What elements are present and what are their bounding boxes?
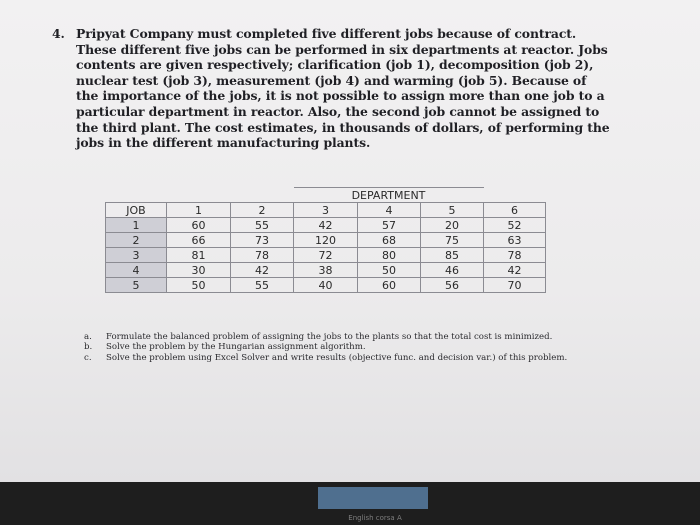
column-header: 1 <box>167 203 231 218</box>
taskbar-app-button[interactable] <box>318 487 428 509</box>
table-cell: 30 <box>167 263 231 278</box>
table-cell: 78 <box>231 248 294 263</box>
column-header: 5 <box>421 203 484 218</box>
question-list <box>82 332 582 363</box>
table-cell: 78 <box>484 248 546 263</box>
question-label: a. <box>84 332 92 342</box>
table-cell: 66 <box>167 233 231 248</box>
table-spacer <box>484 188 546 203</box>
column-header: 2 <box>231 203 294 218</box>
cost-table <box>105 187 607 293</box>
problem-number: 4. <box>52 26 65 41</box>
question-text: Formulate the balanced problem of assigning the jobs to the plants so that the total cost is minimized. <box>106 332 553 342</box>
table-cell: 46 <box>421 263 484 278</box>
question-label: c. <box>84 352 92 363</box>
table-cell: 63 <box>484 233 546 248</box>
question-label: b. <box>84 342 93 353</box>
question-item <box>82 342 582 352</box>
table-corner <box>106 188 167 203</box>
department-header: DEPARTMENT <box>294 188 484 203</box>
table-spacer <box>546 188 607 203</box>
table-cell: 42 <box>484 263 546 278</box>
table-cell: 70 <box>484 278 546 293</box>
table-row <box>106 278 607 293</box>
table-cell: 85 <box>421 248 484 263</box>
job-label: 4 <box>106 263 167 278</box>
table-header-row <box>106 203 607 218</box>
job-label: 3 <box>106 248 167 263</box>
question-text: Solve the problem by the Hungarian assignment algorithm. <box>106 342 366 353</box>
table-cell: 73 <box>231 233 294 248</box>
table-cell: 80 <box>358 248 421 263</box>
job-label: 5 <box>106 278 167 293</box>
table-cell: 60 <box>358 278 421 293</box>
table-cell: 68 <box>358 233 421 248</box>
column-header: 3 <box>294 203 358 218</box>
table-row <box>106 248 607 263</box>
table-cell: 50 <box>358 263 421 278</box>
table-cell: 75 <box>421 233 484 248</box>
table-dept-row <box>106 188 607 203</box>
column-header: 6 <box>484 203 546 218</box>
table-cell: 20 <box>421 218 484 233</box>
table-cell: 55 <box>231 278 294 293</box>
table-spacer <box>231 188 294 203</box>
table-cell: 42 <box>294 218 358 233</box>
table-cell: 55 <box>231 218 294 233</box>
table-cell: 40 <box>294 278 358 293</box>
table-cell: 81 <box>167 248 231 263</box>
table-cell: 38 <box>294 263 358 278</box>
column-header: 4 <box>358 203 421 218</box>
question-item <box>82 353 582 363</box>
job-label: 2 <box>106 233 167 248</box>
question-text: Solve the problem using Excel Solver and write results (objective func. and decision var.) of this problem. <box>106 352 568 363</box>
problem-text: Pripyat Company must completed five different jobs because of contract. These different five jobs can be performed in six departments at reactor. Jobs contents are given respectively; clarification (job 1), decomposition (job 2), nuclear test (job 3), measurement (job 4) and warming (job 5). Because of the importance of the jobs, it is not possible to assign more than one job to a particular department in reactor. Also, the second job cannot be assigned to the third plant. The cost estimates, in thousands of dollars, of performing the jobs in the different manufacturing plants. <box>76 26 610 151</box>
table-row <box>106 263 607 278</box>
problem-statement <box>52 26 612 151</box>
table-cell: 50 <box>167 278 231 293</box>
table-cell: 57 <box>358 218 421 233</box>
table-row <box>106 218 607 233</box>
job-header: JOB <box>106 203 167 218</box>
table-cell: 120 <box>294 233 358 248</box>
table-cell: 52 <box>484 218 546 233</box>
question-item <box>82 332 582 342</box>
table-cell: 72 <box>294 248 358 263</box>
table-cell: 42 <box>231 263 294 278</box>
table-cell: 60 <box>167 218 231 233</box>
job-label: 1 <box>106 218 167 233</box>
table-spacer <box>167 188 231 203</box>
table-cell: 56 <box>421 278 484 293</box>
table-row <box>106 233 607 248</box>
taskbar-label: English corsa A <box>348 514 402 522</box>
